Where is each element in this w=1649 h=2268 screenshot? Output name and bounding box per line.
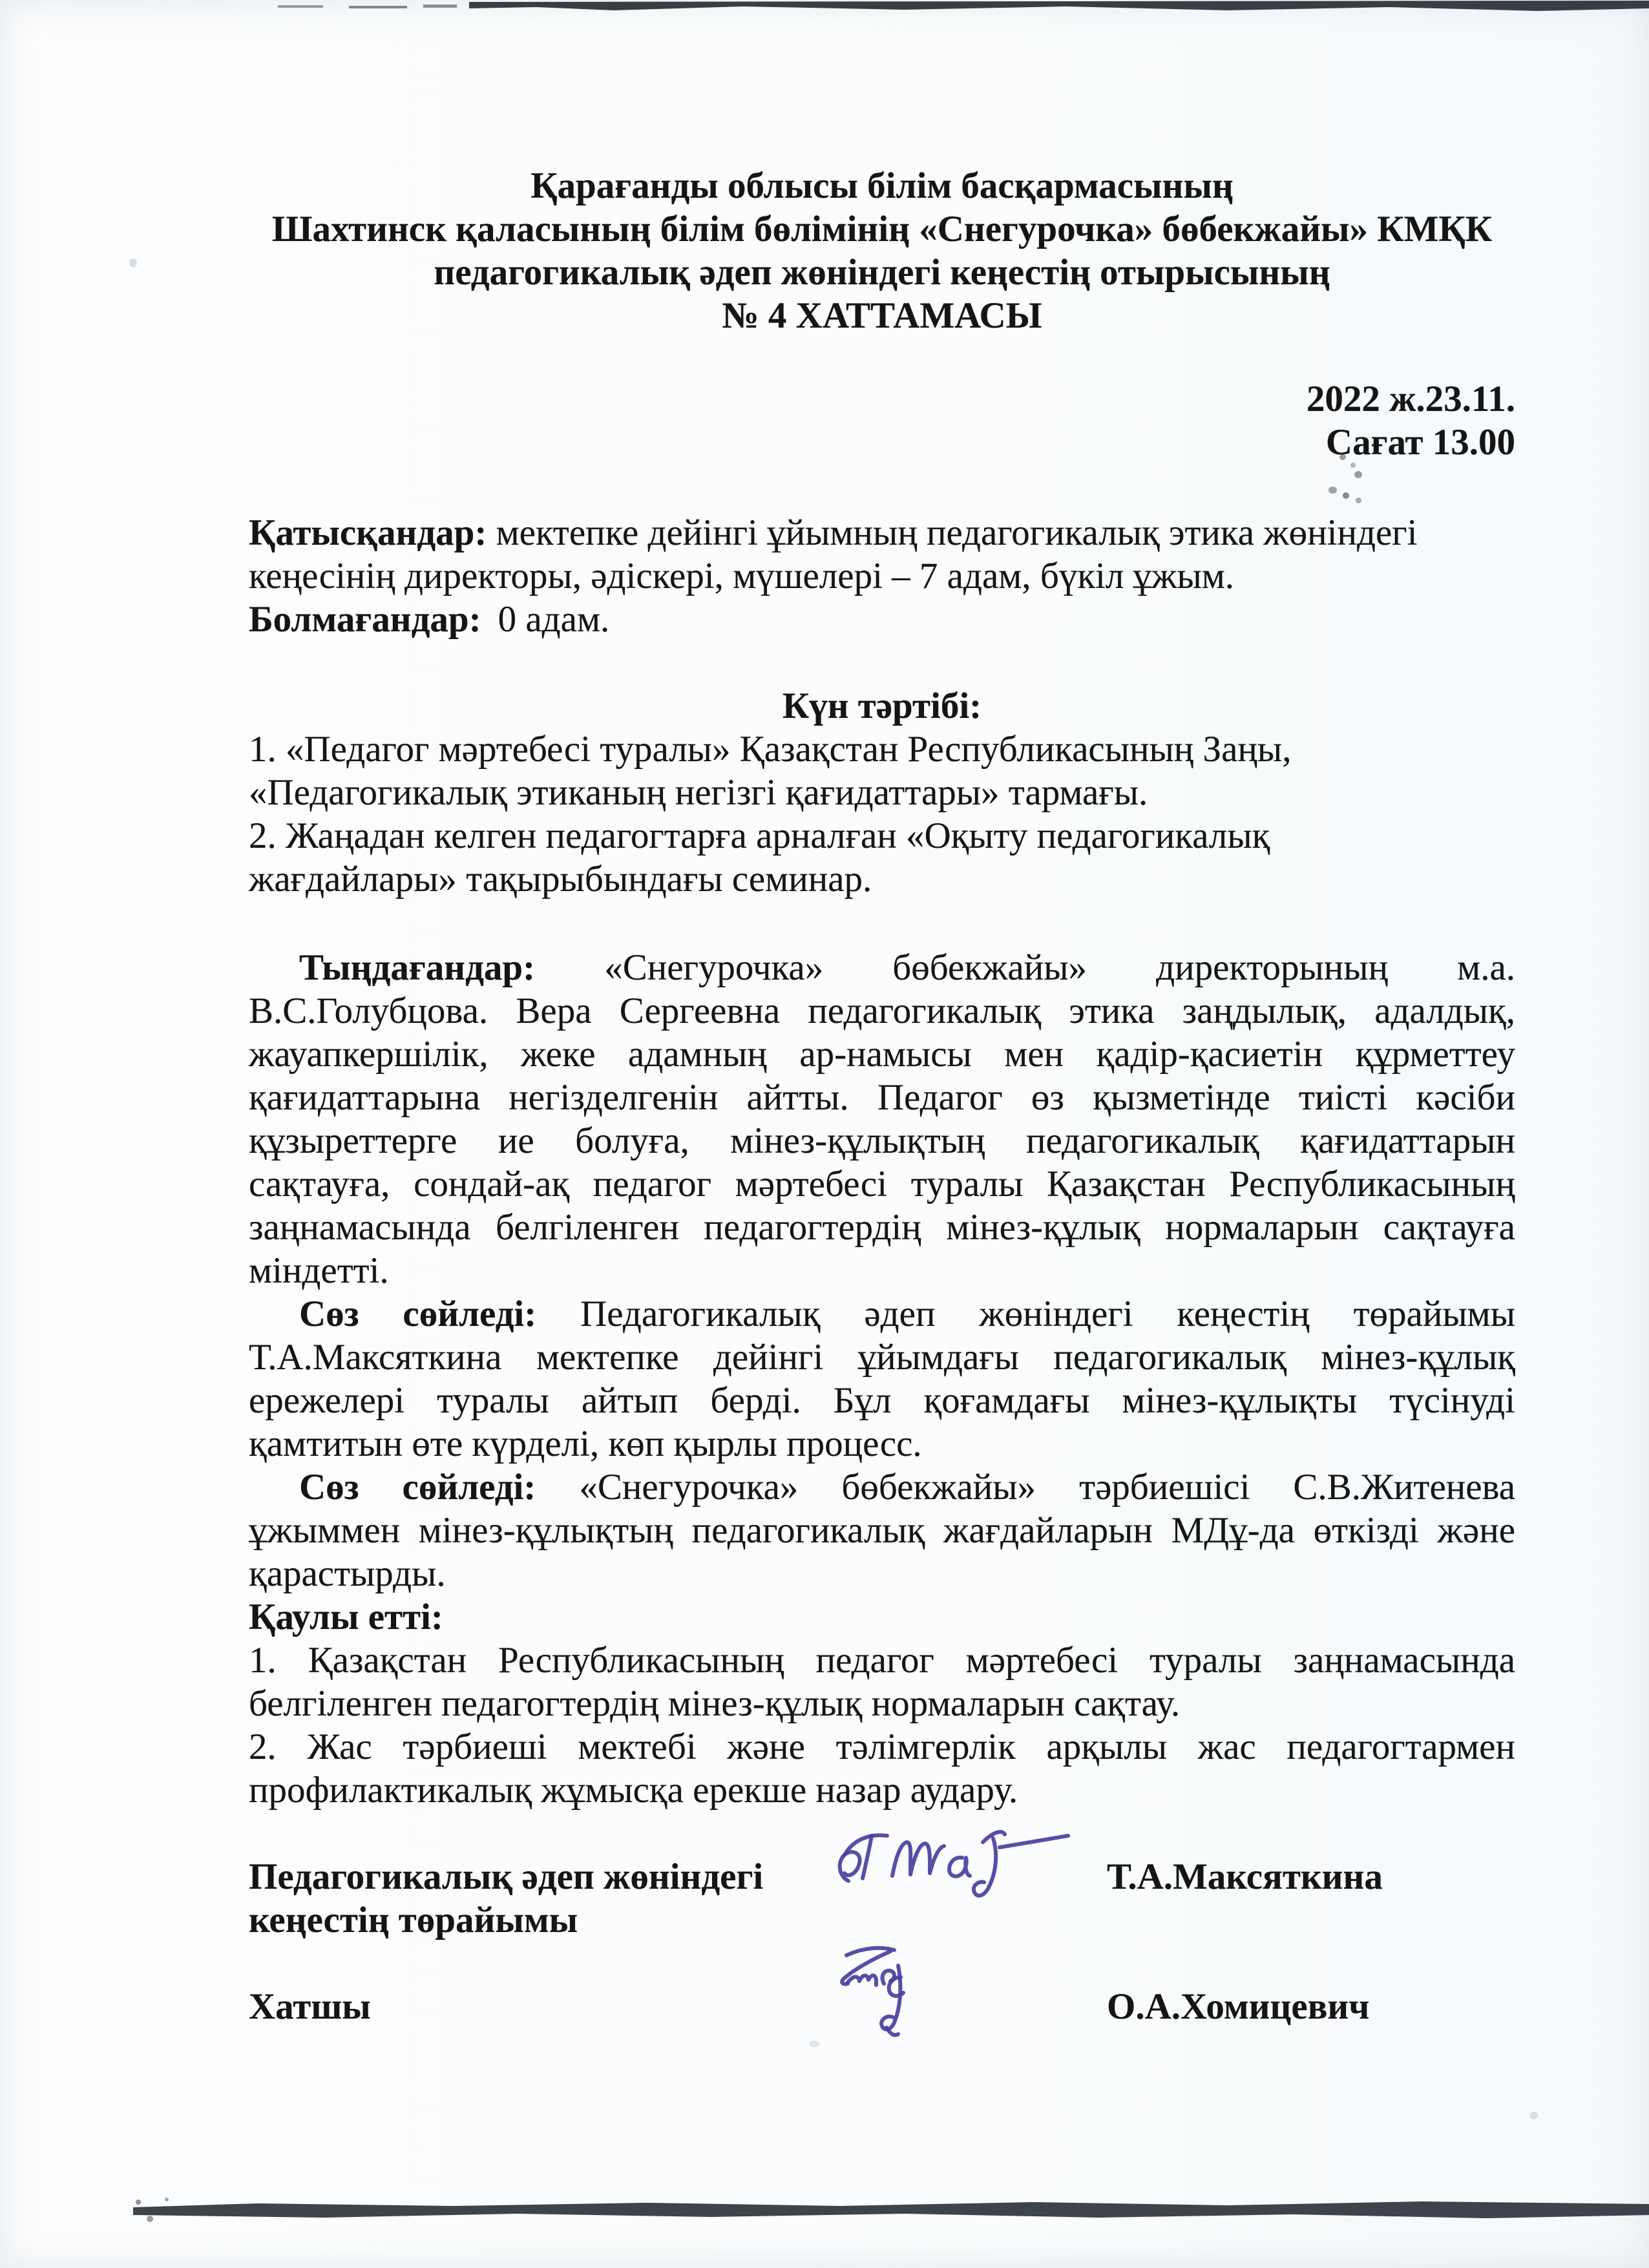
speech2-label: Сөз сөйледі: — [299, 1467, 536, 1507]
speech1-line-4: қамтитын өте күрделі, көп қырлы процесс. — [249, 1423, 922, 1464]
title-line-1: Қарағанды облысы білім басқармасының — [530, 165, 1234, 206]
toner-smudge — [1329, 487, 1337, 494]
resolution-heading: Қаулы етті: — [249, 1597, 443, 1637]
listened-line-2: В.С.Голубцова. Вера Сергеевна педагогикалық этика заңдылық, адалдық, — [249, 991, 1515, 1031]
attendance-line-2: кеңесінің директоры, әдіскері, мүшелері – 7 адам, бүкіл ұжым. — [249, 556, 1235, 596]
listened-line-6: сақтауға, сондай-ақ педагог мәртебесі туралы Қазақстан Республикасының — [249, 1164, 1515, 1204]
resolution-item-2-line-2: профилактикалық жұмысқа ерекше назар аудару. — [249, 1770, 1018, 1811]
agenda-heading: Күн тәртібі: — [782, 686, 982, 726]
resolution-item-1-line-1: 1. Қазақстан Республикасының педагог мәртебесі туралы заңнамасында — [249, 1640, 1515, 1681]
listened-line-5: құзыреттерге ие болуға, мінез-құлықтың педагогикалық қағидаттарын — [249, 1120, 1515, 1161]
speech1-label: Сөз сөйледі: — [299, 1294, 537, 1334]
toner-smudge — [1356, 498, 1361, 503]
agenda-item-2-line-2: жағдайлары» тақырыбындағы семинар. — [249, 859, 872, 899]
speech1-line-2: Т.А.Максяткина мектепке дейінгі ұйымдағы педагогикалық мінез-құлық — [249, 1337, 1515, 1378]
listened-line-8: міндетті. — [249, 1250, 389, 1291]
resolution-item-1-line-2: белгіленген педагогтердің мінез-құлық нормаларын сақтау. — [249, 1683, 1181, 1724]
agenda-item-1-line-2: «Педагогикалық этиканың негізгі қағидаттары» тармағы. — [249, 772, 1148, 813]
title-line-4: № 4 ХАТТАМАСЫ — [722, 295, 1042, 336]
listened-line-7: заңнамасында белгіленген педагогтердің мінез-құлық нормаларын сақтауға — [249, 1207, 1515, 1248]
chair-role-line-2: кеңестің төрайымы — [249, 1900, 578, 1940]
absent-line: Болмағандар: 0 адам. — [249, 599, 610, 640]
resolution-item-2-line-1: 2. Жас тәрбиеші мектебі және тәлімгерлік арқылы жас педагогтармен — [249, 1727, 1515, 1767]
listened-label: Тыңдағандар: — [299, 947, 536, 988]
speech2-line-1: Сөз сөйледі: «Снегурочка» бөбекжайы» тәрбиешісі С.В.Житенева — [299, 1467, 1516, 1507]
speech1-line-3: ережелері туралы айтып берді. Бұл қоғамдағы мінез-құлықты түсінуді — [249, 1380, 1515, 1421]
attendance-line-1: Қатысқандар: мектепке дейінгі ұйымның педагогикалық этика жөніндегі — [249, 512, 1418, 553]
date-line: 2022 ж.23.11. — [1306, 379, 1515, 419]
chair-role-line-1: Педагогикалық әдеп жөніндегі — [249, 1856, 764, 1897]
speech1-line-1: Сөз сөйледі: Педагогикалық әдеп жөніндегі кеңестің төрайымы — [299, 1294, 1516, 1334]
agenda-item-1-line-1: 1. «Педагог мәртебесі туралы» Қазақстан Республикасының Заңы, — [249, 729, 1292, 770]
time-line: Сағат 13.00 — [1325, 422, 1515, 463]
secretary-signature-ink — [809, 1937, 945, 2047]
secretary-role: Хатшы — [249, 1986, 371, 2027]
title-line-2: Шахтинск қаласының білім бөлімінің «Снегурочка» бөбекжайы» КМҚК — [271, 209, 1493, 249]
attendance-label: Қатысқандар: — [249, 512, 487, 553]
scan-edge-bottom-strip — [0, 2196, 1649, 2224]
speech2-line-2: ұжыммен мінез-құлықтың педагогикалық жағдайларын МДұ-да өткізді және — [249, 1510, 1515, 1551]
chair-name: Т.А.Максяткина — [1107, 1856, 1383, 1897]
listened-line-4: қағидаттарына негізделгенін айтты. Педагог өз қызметінде тиісті кәсіби — [249, 1077, 1515, 1118]
secretary-name: О.А.Хомицевич — [1107, 1986, 1370, 2027]
scan-mark — [1530, 2112, 1538, 2119]
listened-line-3: жауапкершілік, жеке адамның ар-намысы мен қадір-қасиетін құрметтеу — [249, 1034, 1515, 1075]
toner-smudge — [1343, 492, 1349, 499]
agenda-item-2-line-1: 2. Жаңадан келген педагогтарға арналған «Оқыту педагогикалық — [249, 815, 1270, 856]
chair-signature-ink — [830, 1819, 1076, 1909]
absent-label: Болмағандар: — [249, 599, 481, 640]
scan-edge-top-strip — [0, 0, 1649, 16]
title-line-3: педагогикалық әдеп жөніндегі кеңестің отырысының — [434, 252, 1330, 293]
speech2-line-3: қарастырды. — [249, 1553, 446, 1594]
listened-line-1: Тыңдағандар: «Снегурочка» бөбекжайы» директорының м.а. — [299, 947, 1516, 988]
toner-smudge — [1354, 471, 1362, 478]
scan-mark — [129, 258, 137, 268]
